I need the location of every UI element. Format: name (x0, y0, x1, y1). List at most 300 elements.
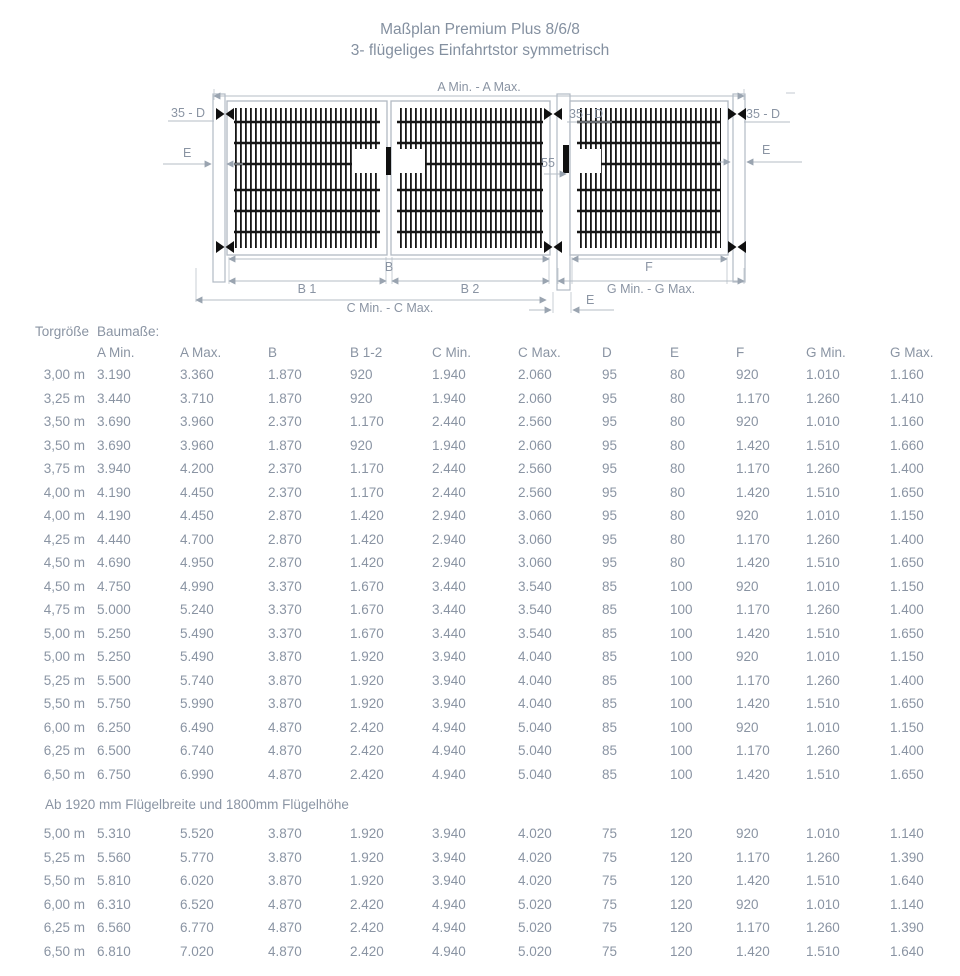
table-cell: 2.870 (268, 508, 302, 524)
table-cell: 1.640 (890, 943, 924, 959)
table-cell: 2.560 (518, 484, 552, 500)
table-cell: 4.020 (518, 826, 552, 842)
table-cell: 1.170 (736, 743, 770, 759)
table-cell: 3.440 (432, 578, 466, 594)
table-row (35, 504, 960, 528)
table-cell: 4.040 (518, 696, 552, 712)
latch-icon (563, 145, 601, 173)
table-cell: 4.870 (268, 896, 302, 912)
table-cell: 2.370 (268, 461, 302, 477)
table-cell: 5.040 (518, 743, 552, 759)
table-cell: 85 (602, 672, 618, 688)
table-cell: 5.240 (180, 602, 214, 618)
table-row (35, 528, 960, 552)
column-header-torgroesse: Torgröße (35, 323, 90, 339)
table-row (35, 893, 960, 917)
table-cell: 920 (736, 414, 759, 430)
dim-label-c: C Min. - C Max. (346, 301, 434, 315)
table-cell: 1.420 (736, 766, 770, 782)
table-cell: 2.870 (268, 531, 302, 547)
table-group-header-row (35, 320, 960, 342)
table-cell: 6.750 (97, 766, 131, 782)
table-cell: 4.870 (268, 719, 302, 735)
table-cell: 3.440 (432, 625, 466, 641)
table-cell: 3.060 (518, 508, 552, 524)
table-cell: 1.170 (736, 602, 770, 618)
table-cell: 4.020 (518, 873, 552, 889)
table-row (35, 598, 960, 622)
table-cell: 80 (670, 367, 686, 383)
table-cell-size: 6,50 m (43, 766, 85, 782)
table-cell: 4.870 (268, 743, 302, 759)
dim-label-35d-mid: 35 - D (569, 107, 604, 121)
table-cell: 1.870 (268, 367, 302, 383)
table-cell: 1.420 (736, 873, 770, 889)
table-cell: 1.400 (890, 672, 924, 688)
table-cell: 100 (670, 602, 693, 618)
table-cell: 1.260 (806, 531, 840, 547)
left-post (213, 94, 225, 282)
table-cell: 120 (670, 826, 693, 842)
table-cell: 3.940 (432, 873, 466, 889)
table-cell: 85 (602, 602, 618, 618)
table-cell: 4.870 (268, 766, 302, 782)
table-cell: 1.640 (890, 873, 924, 889)
table-cell-size: 3,00 m (43, 367, 85, 383)
table-cell: 6.500 (97, 743, 131, 759)
table-row (35, 716, 960, 740)
table-cell: 5.750 (97, 696, 131, 712)
table-cell: 3.440 (432, 602, 466, 618)
table-cell: 1.920 (350, 672, 384, 688)
table-cell: 920 (350, 367, 373, 383)
table-cell: 920 (736, 719, 759, 735)
table-cell: 2.370 (268, 484, 302, 500)
table-cell: 1.920 (350, 873, 384, 889)
table-cell: 80 (670, 437, 686, 453)
table-cell: 3.940 (432, 826, 466, 842)
column-header-e: E (670, 345, 680, 360)
table-cell: 75 (602, 896, 618, 912)
table-cell: 95 (602, 484, 618, 500)
table-cell: 3.940 (97, 461, 131, 477)
table-cell: 2.420 (350, 920, 384, 936)
lock-icon (352, 147, 425, 175)
table-cell: 4.940 (432, 743, 466, 759)
table-cell: 5.560 (97, 849, 131, 865)
table-cell: 75 (602, 873, 618, 889)
table-cell: 2.060 (518, 367, 552, 383)
table-cell: 3.360 (180, 367, 214, 383)
table-cell: 3.710 (180, 390, 214, 406)
table-cell: 6.250 (97, 719, 131, 735)
table-cell: 85 (602, 578, 618, 594)
table-cell: 1.650 (890, 766, 924, 782)
dim-label-35d-left: 35 - D (171, 106, 206, 120)
table-cell: 1.420 (736, 696, 770, 712)
table-cell: 1.510 (806, 873, 840, 889)
column-header-b: B (268, 345, 278, 360)
table-cell: 95 (602, 437, 618, 453)
table-cell-size: 6,25 m (43, 743, 85, 759)
table-cell: 95 (602, 555, 618, 571)
table-cell: 3.870 (268, 672, 302, 688)
table-row (35, 363, 960, 387)
table-cell: 1.390 (890, 849, 924, 865)
table-cell-size: 3,50 m (43, 437, 85, 453)
table-cell: 1.510 (806, 625, 840, 641)
table-cell: 3.370 (268, 625, 302, 641)
table-cell: 5.040 (518, 719, 552, 735)
table-cell: 1.010 (806, 414, 840, 430)
table-row (35, 692, 960, 716)
table-cell: 5.520 (180, 826, 214, 842)
table-cell: 3.440 (97, 390, 131, 406)
table-cell: 2.420 (350, 766, 384, 782)
table-cell: 2.940 (432, 555, 466, 571)
spec-table (35, 320, 960, 963)
table-cell: 5.490 (180, 649, 214, 665)
table-cell: 4.990 (180, 578, 214, 594)
dim-label-f: F (645, 260, 653, 274)
table-cell: 95 (602, 461, 618, 477)
column-header-a-min: A Min. (97, 345, 135, 360)
table-cell: 1.170 (350, 461, 384, 477)
table-cell: 1.260 (806, 390, 840, 406)
table-cell: 1.650 (890, 555, 924, 571)
table-cell: 1.150 (890, 649, 924, 665)
table-cell: 1.670 (350, 578, 384, 594)
table-cell: 100 (670, 719, 693, 735)
table-header-row (35, 342, 960, 363)
dim-label-b2: B 2 (460, 282, 480, 296)
table-cell: 2.560 (518, 461, 552, 477)
table-cell: 1.870 (268, 437, 302, 453)
table-cell: 920 (736, 649, 759, 665)
table-cell: 6.740 (180, 743, 214, 759)
table-cell: 1.170 (736, 531, 770, 547)
table-cell: 5.040 (518, 766, 552, 782)
table-cell: 1.510 (806, 437, 840, 453)
table-cell: 100 (670, 743, 693, 759)
table-cell: 85 (602, 649, 618, 665)
table-cell: 5.250 (97, 625, 131, 641)
column-header-g-max: G Max. (890, 345, 934, 360)
table-cell: 1.260 (806, 743, 840, 759)
table-cell: 4.190 (97, 508, 131, 524)
table-cell: 6.810 (97, 943, 131, 959)
table-cell: 95 (602, 508, 618, 524)
table-cell: 2.060 (518, 390, 552, 406)
table-cell: 3.870 (268, 696, 302, 712)
table-cell: 3.060 (518, 555, 552, 571)
table-cell: 1.420 (350, 555, 384, 571)
table-row (35, 575, 960, 599)
table-row (35, 763, 960, 787)
dim-label-g: G Min. - G Max. (606, 282, 696, 296)
table-cell-size: 3,50 m (43, 414, 85, 430)
table-cell: 1.940 (432, 367, 466, 383)
table-cell: 3.690 (97, 414, 131, 430)
table-cell: 3.940 (432, 672, 466, 688)
table-cell: 75 (602, 849, 618, 865)
column-header-empty (35, 342, 97, 363)
table-cell: 80 (670, 508, 686, 524)
table-row (35, 434, 960, 458)
table-cell-size: 4,75 m (43, 602, 85, 618)
table-cell: 1.920 (350, 826, 384, 842)
table-row (35, 669, 960, 693)
table-cell: 75 (602, 826, 618, 842)
table-cell-size: 4,50 m (43, 555, 85, 571)
table-cell: 3.540 (518, 625, 552, 641)
table-cell: 3.690 (97, 437, 131, 453)
table-row (35, 645, 960, 669)
table-cell: 5.000 (97, 602, 131, 618)
table-cell: 100 (670, 696, 693, 712)
table-cell: 1.170 (736, 672, 770, 688)
table-cell: 1.920 (350, 649, 384, 665)
table-cell: 1.170 (350, 414, 384, 430)
table-cell: 4.870 (268, 943, 302, 959)
table-cell: 1.170 (736, 849, 770, 865)
table-cell: 1.420 (736, 943, 770, 959)
table-cell: 2.940 (432, 531, 466, 547)
table-cell: 4.190 (97, 484, 131, 500)
table-cell: 4.450 (180, 508, 214, 524)
dim-label-b: B (384, 260, 394, 274)
table-cell: 85 (602, 743, 618, 759)
page-subtitle: 3- flügeliges Einfahrtstor symmetrisch (350, 42, 610, 59)
table-cell-size: 5,50 m (43, 873, 85, 889)
table-cell: 80 (670, 461, 686, 477)
column-header-b1-2: B 1-2 (350, 345, 383, 360)
table-cell: 95 (602, 390, 618, 406)
table-cell: 120 (670, 873, 693, 889)
table-cell: 3.190 (97, 367, 131, 383)
table-cell: 4.870 (268, 920, 302, 936)
table-cell: 1.870 (268, 390, 302, 406)
table-cell: 1.420 (736, 484, 770, 500)
table-cell: 4.940 (432, 719, 466, 735)
table-cell: 3.940 (432, 649, 466, 665)
dim-label-35d-right: 35 - D (746, 107, 781, 121)
table-cell: 2.420 (350, 743, 384, 759)
table-cell: 920 (736, 367, 759, 383)
table-cell: 1.400 (890, 531, 924, 547)
table-cell: 2.440 (432, 414, 466, 430)
table-cell-size: 3,25 m (43, 390, 85, 406)
table-cell: 6.490 (180, 719, 214, 735)
table-cell: 2.560 (518, 414, 552, 430)
table-cell: 2.420 (350, 719, 384, 735)
table-cell: 3.940 (432, 696, 466, 712)
table-cell: 1.650 (890, 484, 924, 500)
table-cell: 6.560 (97, 920, 131, 936)
dim-label-e-right: E (762, 143, 771, 157)
table-cell: 80 (670, 390, 686, 406)
table-cell: 4.940 (432, 943, 466, 959)
gate-leaf-left (227, 101, 387, 255)
table-cell: 5.810 (97, 873, 131, 889)
table-cell: 5.740 (180, 672, 214, 688)
dim-label-b1: B 1 (297, 282, 317, 296)
table-cell: 920 (736, 508, 759, 524)
section-note: Ab 1920 mm Flügelbreite und 1800mm Flügelhöhe (45, 796, 349, 812)
table-cell: 2.940 (432, 508, 466, 524)
table-cell: 4.950 (180, 555, 214, 571)
table-cell: 5.990 (180, 696, 214, 712)
table-cell: 4.940 (432, 766, 466, 782)
table-cell: 100 (670, 578, 693, 594)
table-cell: 120 (670, 896, 693, 912)
table-cell: 1.940 (432, 437, 466, 453)
table-cell: 6.020 (180, 873, 214, 889)
table-cell: 2.370 (268, 414, 302, 430)
column-header-f: F (736, 345, 745, 360)
table-cell: 1.010 (806, 896, 840, 912)
table-cell-size: 6,00 m (43, 719, 85, 735)
table-cell: 1.510 (806, 555, 840, 571)
table-cell: 1.010 (806, 719, 840, 735)
table-cell-size: 4,00 m (43, 508, 85, 524)
table-cell: 1.260 (806, 920, 840, 936)
table-cell: 920 (350, 390, 373, 406)
table-cell-size: 4,50 m (43, 578, 85, 594)
dim-label-55: 55 (541, 156, 555, 170)
table-cell: 5.490 (180, 625, 214, 641)
column-header-c-max: C Max. (518, 345, 561, 360)
table-cell: 85 (602, 696, 618, 712)
table-cell: 1.420 (736, 437, 770, 453)
table-row (35, 916, 960, 940)
table-cell: 4.450 (180, 484, 214, 500)
table-cell: 2.440 (432, 484, 466, 500)
table-cell: 3.870 (268, 826, 302, 842)
table-cell: 4.700 (180, 531, 214, 547)
table-cell-size: 5,00 m (43, 826, 85, 842)
table-cell-size: 6,50 m (43, 943, 85, 959)
table-cell: 100 (670, 766, 693, 782)
table-cell: 3.870 (268, 649, 302, 665)
table-cell: 120 (670, 849, 693, 865)
table-cell: 1.670 (350, 602, 384, 618)
table-cell: 80 (670, 555, 686, 571)
table-cell: 920 (736, 826, 759, 842)
table-cell: 5.020 (518, 920, 552, 936)
table-cell-size: 5,00 m (43, 625, 85, 641)
column-header-c-min: C Min. (432, 345, 472, 360)
table-cell: 1.410 (890, 390, 924, 406)
table-cell-size: 6,25 m (43, 920, 85, 936)
table-cell: 5.770 (180, 849, 214, 865)
table-row (35, 387, 960, 411)
table-cell: 2.420 (350, 896, 384, 912)
table-cell: 5.310 (97, 826, 131, 842)
table-cell: 1.400 (890, 743, 924, 759)
table-cell: 2.060 (518, 437, 552, 453)
spec-table-body (35, 363, 960, 963)
table-cell: 4.750 (97, 578, 131, 594)
column-header-d: D (602, 345, 612, 360)
dim-label-e-bottom: E (586, 293, 595, 307)
table-cell-size: 5,00 m (43, 649, 85, 665)
table-row (35, 410, 960, 434)
table-cell: 4.940 (432, 896, 466, 912)
dim-label-e-left: E (183, 146, 192, 160)
table-cell-size: 3,75 m (43, 461, 85, 477)
dim-label-a: A Min. - A Max. (437, 80, 521, 94)
table-cell-size: 5,25 m (43, 849, 85, 865)
table-cell: 95 (602, 531, 618, 547)
table-row (35, 739, 960, 763)
gate-leaf-side (570, 101, 728, 255)
table-cell: 1.510 (806, 943, 840, 959)
table-cell: 3.370 (268, 602, 302, 618)
table-cell: 1.650 (890, 696, 924, 712)
table-cell: 1.400 (890, 602, 924, 618)
table-cell: 1.010 (806, 649, 840, 665)
table-cell: 1.920 (350, 849, 384, 865)
table-cell: 1.400 (890, 461, 924, 477)
table-cell: 1.510 (806, 484, 840, 500)
table-cell: 4.690 (97, 555, 131, 571)
table-cell: 2.420 (350, 943, 384, 959)
table-cell: 100 (670, 649, 693, 665)
table-cell: 1.140 (890, 826, 924, 842)
table-cell: 1.010 (806, 367, 840, 383)
table-cell: 1.150 (890, 719, 924, 735)
table-cell: 1.420 (736, 555, 770, 571)
table-cell: 75 (602, 920, 618, 936)
table-cell: 6.520 (180, 896, 214, 912)
table-cell: 100 (670, 625, 693, 641)
table-cell: 4.940 (432, 920, 466, 936)
table-cell: 1.260 (806, 461, 840, 477)
right-post (733, 94, 745, 282)
middle-post (557, 94, 570, 290)
table-cell: 1.940 (432, 390, 466, 406)
table-cell: 80 (670, 414, 686, 430)
table-cell-size: 4,00 m (43, 484, 85, 500)
table-cell: 4.040 (518, 649, 552, 665)
table-cell: 3.940 (432, 849, 466, 865)
table-row (35, 940, 960, 964)
table-cell: 1.140 (890, 896, 924, 912)
table-cell: 95 (602, 367, 618, 383)
table-row (35, 551, 960, 575)
table-cell: 1.920 (350, 696, 384, 712)
table-cell: 6.770 (180, 920, 214, 936)
table-row (35, 869, 960, 893)
table-cell: 1.170 (736, 461, 770, 477)
table-cell: 1.170 (350, 484, 384, 500)
table-cell-size: 5,50 m (43, 696, 85, 712)
table-cell-size: 6,00 m (43, 896, 85, 912)
table-cell: 3.960 (180, 414, 214, 430)
table-cell: 1.170 (736, 920, 770, 936)
table-cell: 120 (670, 943, 693, 959)
table-cell: 1.510 (806, 696, 840, 712)
table-cell: 3.060 (518, 531, 552, 547)
table-cell: 1.160 (890, 414, 924, 430)
table-cell: 85 (602, 719, 618, 735)
table-cell: 95 (602, 414, 618, 430)
column-header-g-min: G Min. (806, 345, 846, 360)
table-row (35, 481, 960, 505)
gate-diagram (0, 0, 960, 330)
table-cell: 2.440 (432, 461, 466, 477)
